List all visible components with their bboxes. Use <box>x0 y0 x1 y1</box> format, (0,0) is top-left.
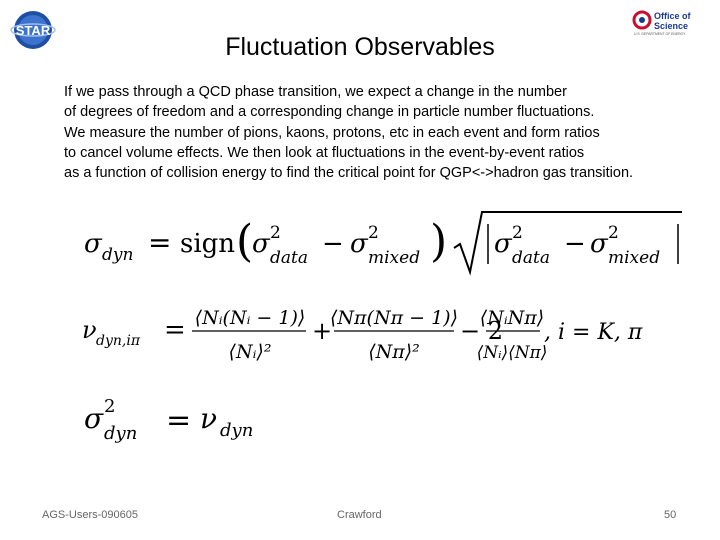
body-paragraph <box>64 82 714 183</box>
equation-sigma-dyn-squared <box>80 392 300 452</box>
svg-text:⟨Nπ⟩²: ⟨Nπ⟩² <box>368 341 420 363</box>
svg-text:2: 2 <box>104 396 116 417</box>
svg-text:, i = K, π: , i = K, π <box>544 320 643 345</box>
svg-text:σ: σ <box>350 229 368 259</box>
footer-left: AGS-Users-090605 <box>42 509 138 521</box>
svg-text:dyn: dyn <box>220 420 254 441</box>
svg-text:σ: σ <box>494 229 512 259</box>
svg-text:− 2: − 2 <box>460 317 504 345</box>
svg-text:data: data <box>270 248 308 268</box>
svg-text:σ: σ <box>590 229 608 259</box>
svg-text:2: 2 <box>608 223 619 243</box>
svg-text:σ: σ <box>252 229 270 259</box>
svg-text:dyn,iπ: dyn,iπ <box>96 333 141 349</box>
equation-sigma-dyn <box>80 208 690 278</box>
svg-text:dyn: dyn <box>102 245 134 265</box>
svg-text:⟨Nᵢ(Nᵢ − 1)⟩: ⟨Nᵢ(Nᵢ − 1)⟩ <box>194 307 306 329</box>
equation-nu-dyn <box>80 296 660 372</box>
body-line: If we pass through a QCD phase transition, we expect a change in the number <box>64 84 567 100</box>
svg-text:⟨Nᵢ⟩²: ⟨Nᵢ⟩² <box>228 341 272 363</box>
svg-text:Science: Science <box>654 21 689 31</box>
svg-text:Office of: Office of <box>654 11 691 21</box>
body-line: as a function of collision energy to find the critical point for QGP<->hadron gas transition. <box>64 165 634 182</box>
svg-text:data: data <box>512 248 550 268</box>
svg-text:ν: ν <box>200 402 218 435</box>
svg-text:U.S. DEPARTMENT OF ENERGY: U.S. DEPARTMENT OF ENERGY <box>634 32 686 36</box>
svg-text:−: − <box>564 229 586 259</box>
body-line: to cancel volume effects. We then look at fluctuations in the event-by-event ratios <box>64 144 585 161</box>
svg-text:mixed: mixed <box>608 248 661 268</box>
svg-text:ν: ν <box>82 316 97 344</box>
body-line: of degrees of freedom and a corresponding change in particle number fluctuations. <box>64 104 595 121</box>
svg-text:−: − <box>322 229 344 259</box>
footer-center: Crawford <box>337 509 382 521</box>
svg-text:⟨Nπ(Nπ − 1)⟩: ⟨Nπ(Nπ − 1)⟩ <box>330 307 458 329</box>
svg-text:2: 2 <box>512 223 523 243</box>
svg-text:=: = <box>166 403 192 438</box>
svg-text:⟨Nᵢ⟩⟨Nπ⟩: ⟨Nᵢ⟩⟨Nπ⟩ <box>476 343 548 363</box>
svg-text:): ) <box>430 216 448 267</box>
svg-text:σ: σ <box>84 229 102 259</box>
page-number: 50 <box>664 509 677 521</box>
body-line: We measure the number of pions, kaons, protons, etc in each event and form ratios <box>64 124 600 141</box>
svg-text:mixed: mixed <box>368 248 421 268</box>
svg-text:=: = <box>164 315 186 345</box>
svg-text:2: 2 <box>368 223 379 243</box>
star-logo-text: STAR <box>15 23 51 38</box>
svg-text:sign: sign <box>180 229 236 259</box>
svg-text:2: 2 <box>270 223 281 243</box>
svg-text:(: ( <box>236 216 254 267</box>
svg-text:⟨NᵢNπ⟩: ⟨NᵢNπ⟩ <box>479 307 545 329</box>
svg-text:σ: σ <box>84 402 104 435</box>
svg-text:=: = <box>148 226 172 259</box>
svg-text:+: + <box>312 317 333 345</box>
slide-title: Fluctuation Observables <box>225 33 495 61</box>
svg-text:dyn: dyn <box>104 423 138 444</box>
office-of-science-logo <box>632 8 704 36</box>
